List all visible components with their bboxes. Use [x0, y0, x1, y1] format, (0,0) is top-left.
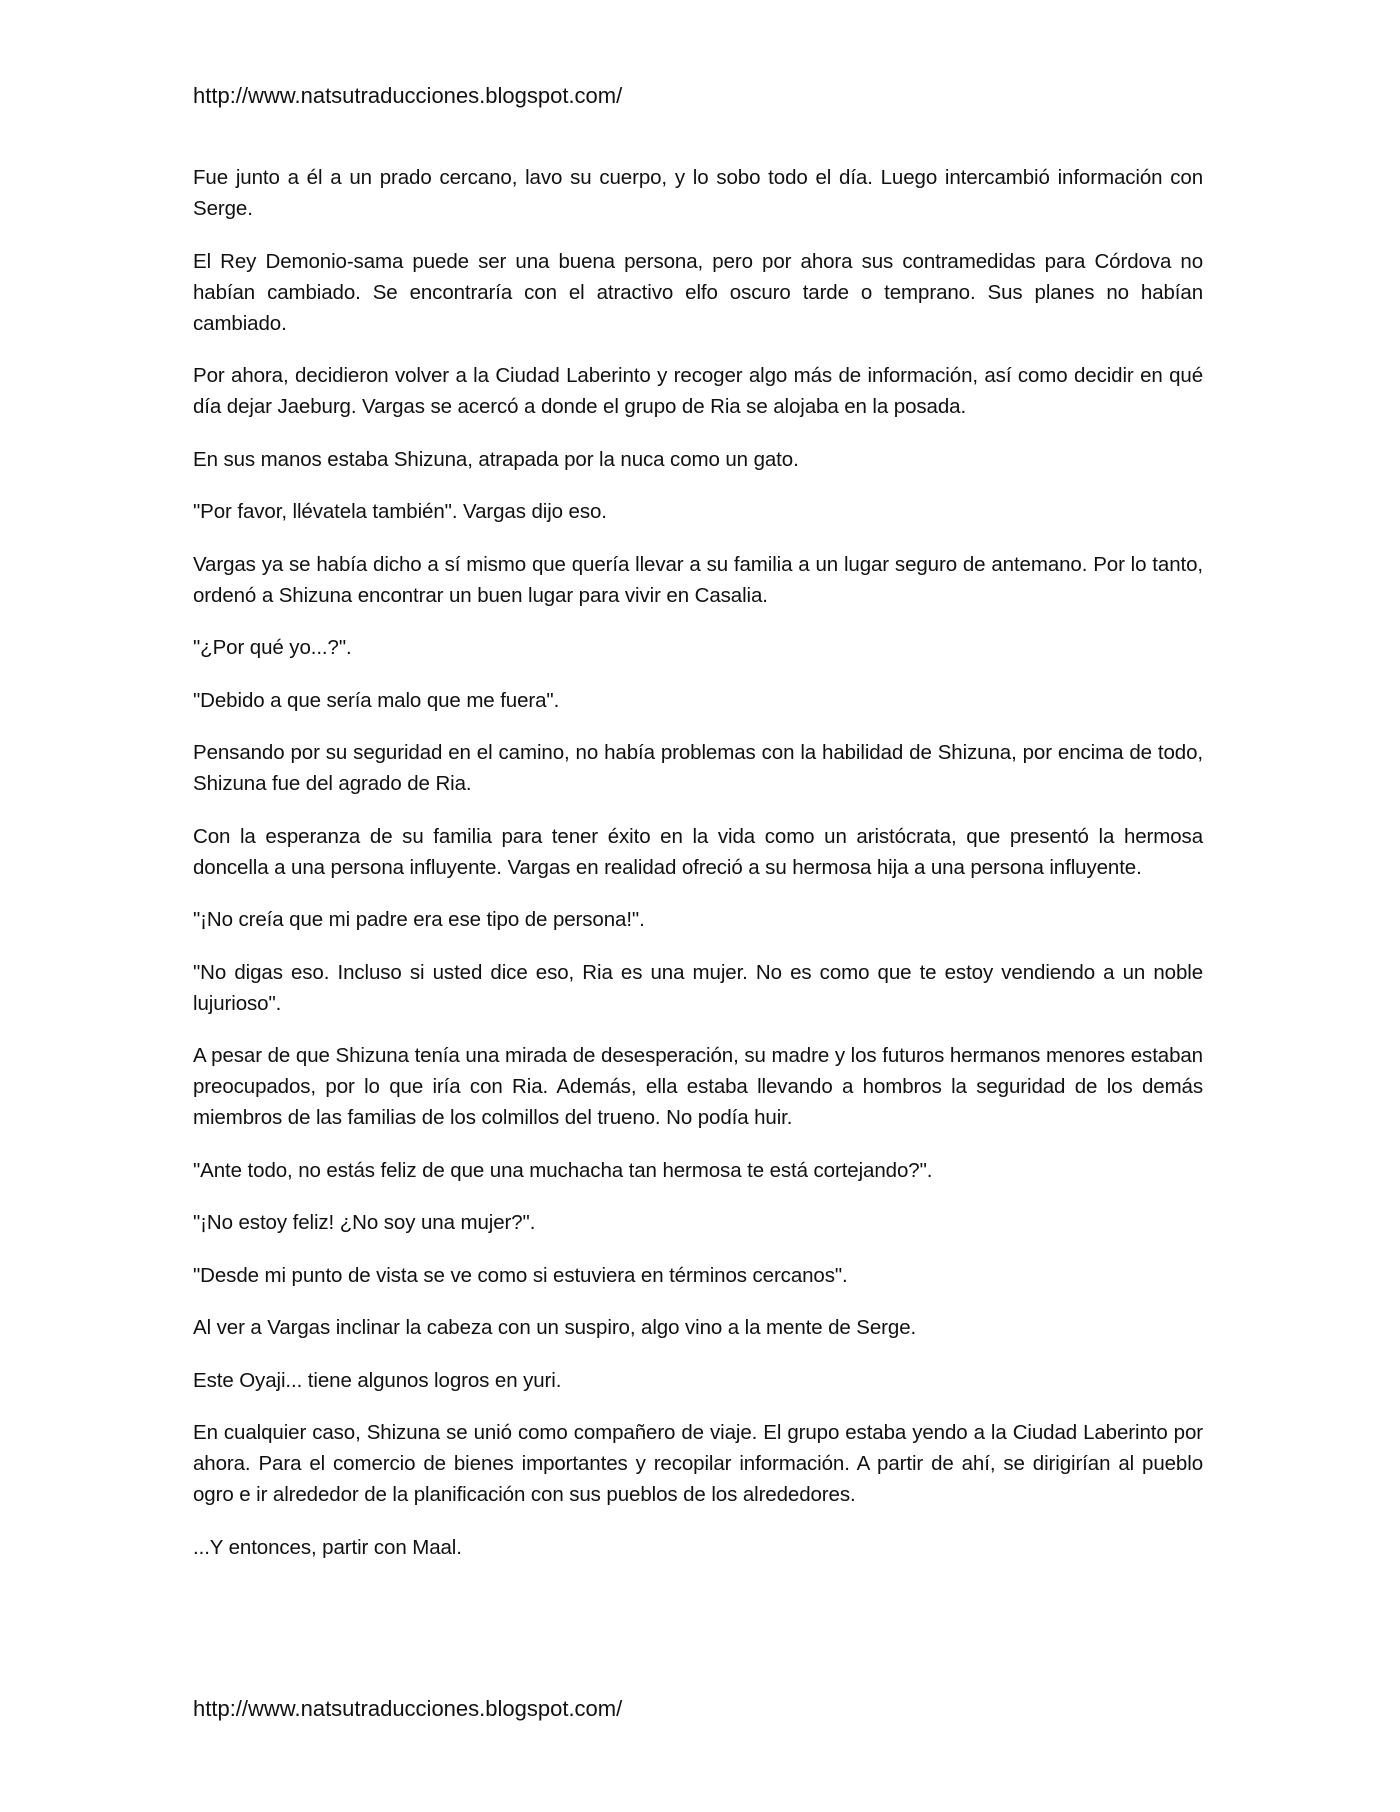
- paragraph: "Ante todo, no estás feliz de que una muchacha tan hermosa te está cortejando?".: [193, 1158, 933, 1182]
- header-url: http://www.natsutraducciones.blogspot.com/: [193, 83, 623, 108]
- paragraph: "No digas eso. Incluso si usted dice eso, Ria es una mujer. No es como que te estoy vendiendo a un noble lujurioso".: [193, 960, 1203, 1015]
- paragraph: Este Oyaji... tiene algunos logros en yuri.: [193, 1368, 562, 1392]
- paragraph: ...Y entonces, partir con Maal.: [193, 1535, 462, 1559]
- paragraph: Fue junto a él a un prado cercano, lavo su cuerpo, y lo sobo todo el día. Luego intercambió información con Serge.: [193, 166, 1203, 220]
- paragraph: "Desde mi punto de vista se ve como si estuviera en términos cercanos".: [193, 1263, 848, 1287]
- body-text: [193, 162, 1203, 1584]
- paragraph: Por ahora, decidieron volver a la Ciudad Laberinto y recoger algo más de información, así como decidir en qué día dejar Jaeburg. Vargas se acercó a donde el grupo de Ria se alojaba en la posada.: [193, 364, 1203, 418]
- paragraph: "Debido a que sería malo que me fuera".: [193, 688, 560, 712]
- paragraph: "Por favor, llévatela también". Vargas dijo eso.: [193, 500, 607, 523]
- paragraph: Con la esperanza de su familia para tener éxito en la vida como un aristócrata, que presentó la hermosa doncella a una persona influyente. Vargas en realidad ofreció a su hermosa hija a una persona influyente.: [193, 824, 1203, 879]
- paragraph: Al ver a Vargas inclinar la cabeza con un suspiro, algo vino a la mente de Serge.: [193, 1316, 917, 1339]
- footer-url: http://www.natsutraducciones.blogspot.com/: [193, 1696, 623, 1721]
- paragraph: "¡No estoy feliz! ¿No soy una mujer?".: [193, 1211, 536, 1234]
- paragraph: Pensando por su seguridad en el camino, no había problemas con la habilidad de Shizuna, por encima de todo, Shizuna fue del agrado de Ria.: [193, 741, 1203, 795]
- paragraph: En cualquier caso, Shizuna se unió como compañero de viaje. El grupo estaba yendo a la Ciudad Laberinto por ahora. Para el comercio de bienes importantes y recopilar información. A partir de ahí, se dirigirían al pueblo ogro e ir alrededor de la planificación con sus pueblos de los alrededores.: [193, 1421, 1203, 1506]
- paragraph: Vargas ya se había dicho a sí mismo que quería llevar a su familia a un lugar seguro de antemano. Por lo tanto, ordenó a Shizuna encontrar un buen lugar para vivir en Casalia.: [193, 552, 1203, 607]
- paragraph: A pesar de que Shizuna tenía una mirada de desesperación, su madre y los futuros hermanos menores estaban preocupados, por lo que iría con Ria. Además, ella estaba llevando a hombros la seguridad de los demás miembros de las familias de los colmillos del trueno. No podía huir.: [193, 1044, 1203, 1129]
- paragraph: El Rey Demonio-sama puede ser una buena persona, pero por ahora sus contramedidas para Córdova no habían cambiado. Se encontraría con el atractivo elfo oscuro tarde o temprano. Sus planes no habían cambiado.: [193, 249, 1203, 335]
- paragraph: "¿Por qué yo...?".: [193, 636, 352, 659]
- paragraph: "¡No creía que mi padre era ese tipo de persona!".: [193, 908, 645, 931]
- paragraph: En sus manos estaba Shizuna, atrapada por la nuca como un gato.: [193, 447, 799, 471]
